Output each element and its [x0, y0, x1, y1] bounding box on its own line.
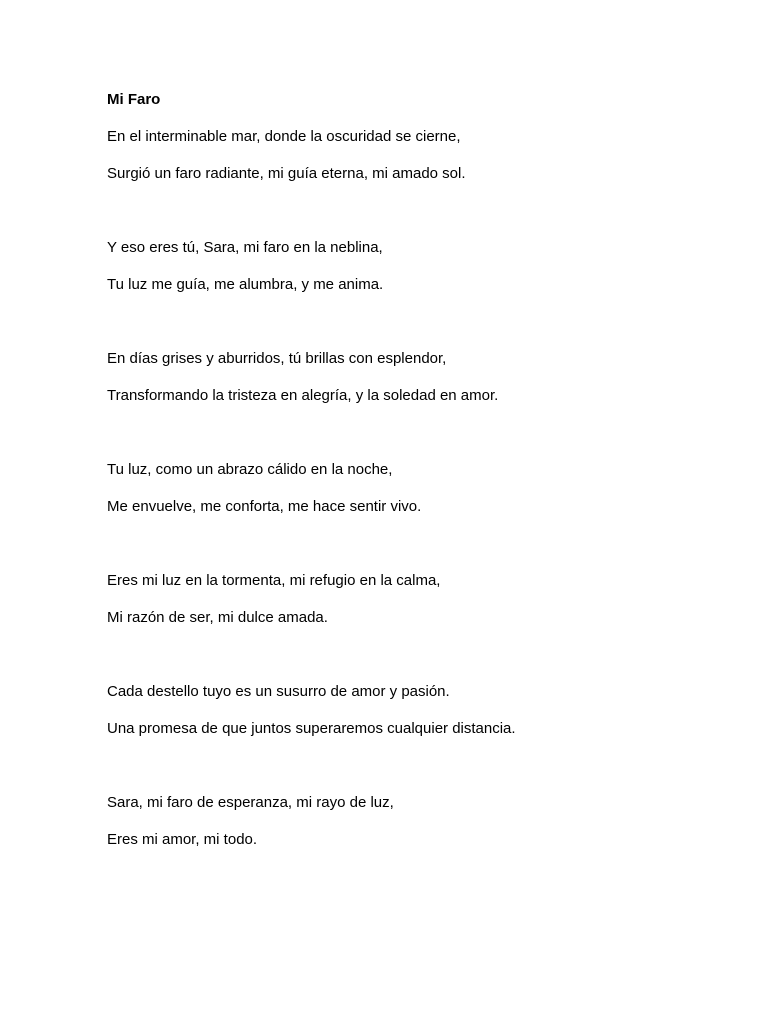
poem-line: Surgió un faro radiante, mi guía eterna, mi amado sol. — [107, 165, 466, 182]
stanza-5 — [107, 571, 707, 645]
poem-line: Cada destello tuyo es un susurro de amor y pasión. — [107, 683, 450, 700]
poem-line: Mi razón de ser, mi dulce amada. — [107, 609, 328, 626]
poem-line: Y eso eres tú, Sara, mi faro en la neblina, — [107, 239, 383, 256]
poem-line: Tu luz me guía, me alumbra, y me anima. — [107, 276, 384, 293]
stanza-6 — [107, 682, 707, 756]
poem-body — [107, 90, 707, 904]
stanza-7 — [107, 793, 707, 867]
poem-line: Eres mi amor, mi todo. — [107, 831, 258, 848]
poem-line: Eres mi luz en la tormenta, mi refugio en la calma, — [107, 572, 441, 589]
poem-line: En el interminable mar, donde la oscuridad se cierne, — [107, 128, 461, 145]
poem-title: Mi Faro — [107, 91, 161, 108]
poem-line: Sara, mi faro de esperanza, mi rayo de luz, — [107, 794, 394, 811]
poem-line: Me envuelve, me conforta, me hace sentir vivo. — [107, 498, 422, 515]
stanza-1 — [107, 127, 707, 201]
poem-line: Transformando la tristeza en alegría, y la soledad en amor. — [107, 387, 499, 404]
stanza-3 — [107, 349, 707, 423]
poem-line: En días grises y aburridos, tú brillas con esplendor, — [107, 350, 447, 367]
stanza-2 — [107, 238, 707, 312]
stanza-4 — [107, 460, 707, 534]
poem-line: Tu luz, como un abrazo cálido en la noche, — [107, 461, 393, 478]
poem-line: Una promesa de que juntos superaremos cualquier distancia. — [107, 720, 516, 737]
